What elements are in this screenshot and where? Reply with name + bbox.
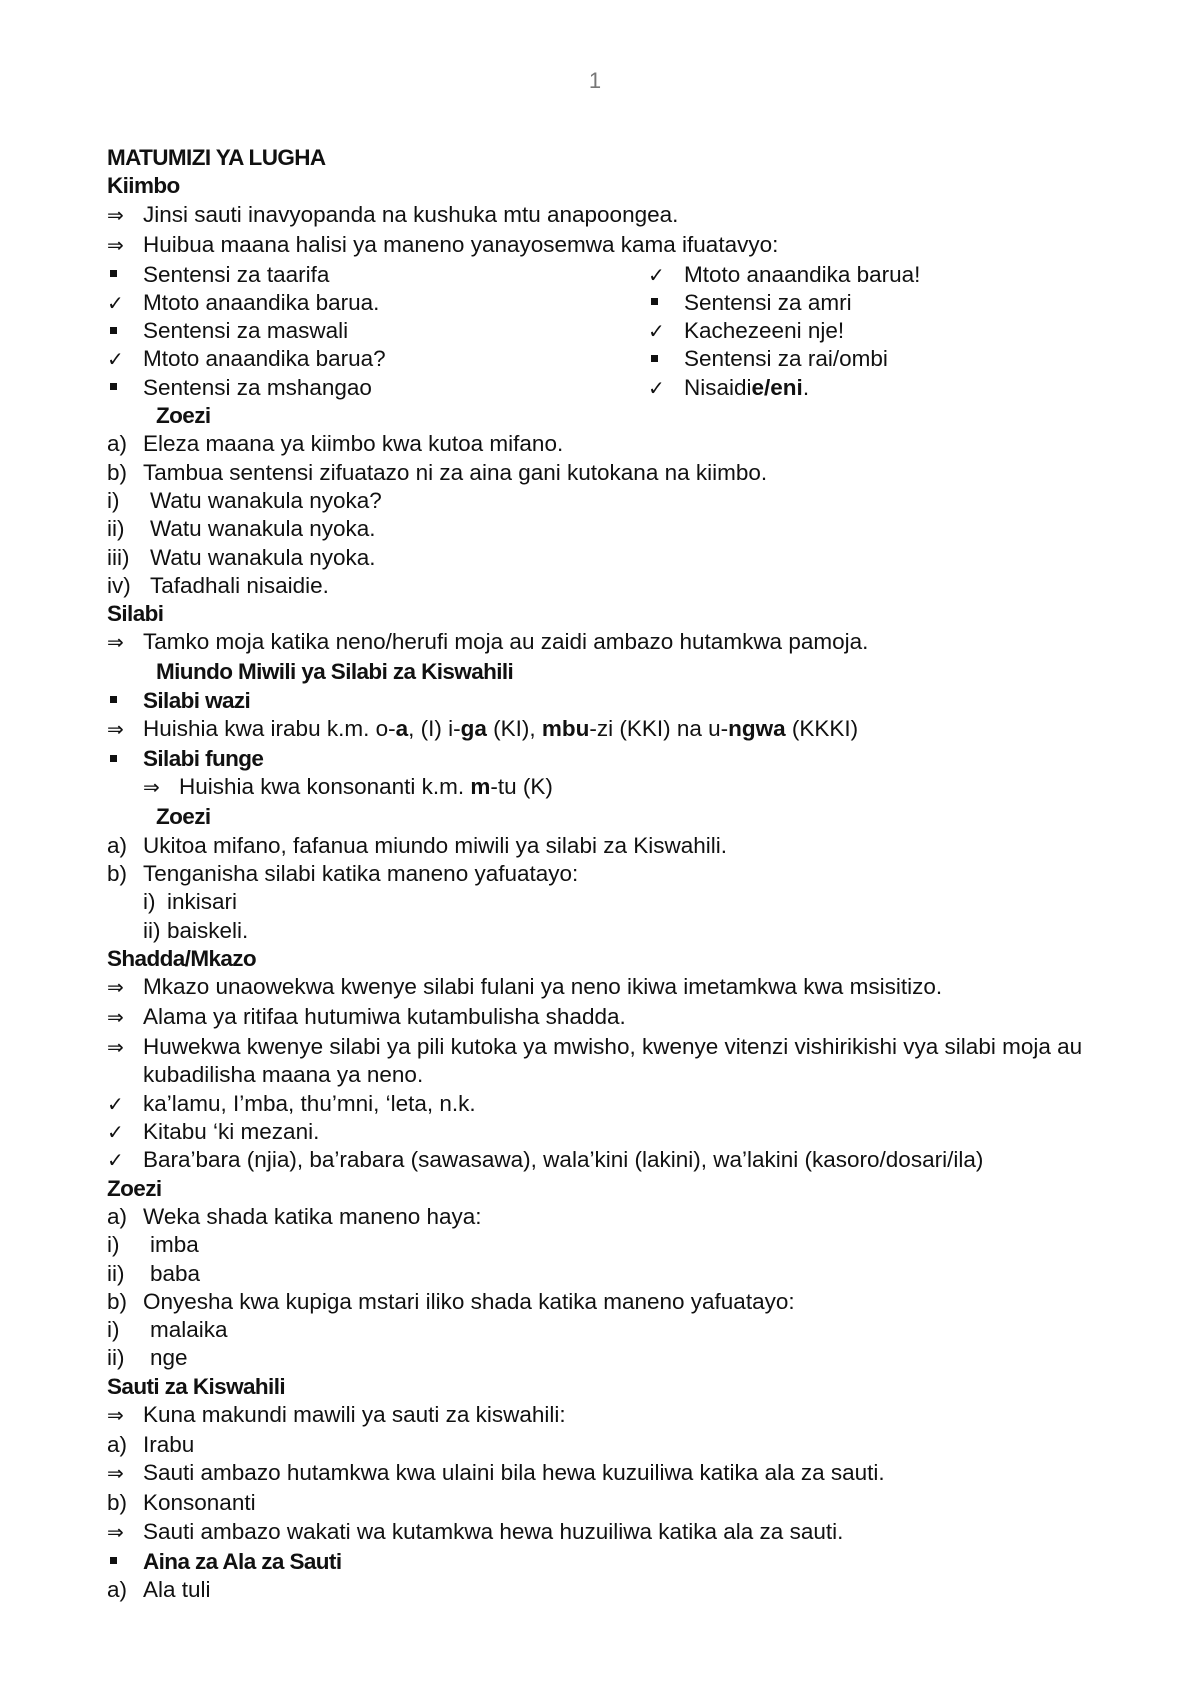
section-heading-sauti: Sauti za Kiswahili [107, 1373, 286, 1399]
silabi-funge-heading: Silabi funge [107, 745, 1117, 773]
shadda-example: ✓ Bara’bara (njia), ba’rabara (sawasawa), wala’kini (lakini), wa’lakini (kasoro/dosari/ila) [107, 1146, 1117, 1174]
exercise-subitem: ii) Watu wanakula nyoka. [107, 516, 376, 542]
arrow-icon: ⇒ [107, 975, 124, 1000]
arrow-icon: ⇒ [107, 1402, 124, 1427]
sauti-group-irabu: a) Irabu [107, 1431, 195, 1457]
arrow-icon: ⇒ [107, 717, 124, 742]
zoezi-heading: Zoezi [107, 1175, 162, 1201]
square-bullet-icon [107, 687, 141, 715]
kiimbo-row-4: ✓ Mtoto anaandika barua? Sentensi za rai/ombi [107, 345, 1117, 373]
arrow-icon: ⇒ [107, 1519, 124, 1544]
arrow-icon: ⇒ [107, 232, 124, 257]
silabi-definition: ⇒ Tamko moja katika neno/herufi moja au zaidi ambazo hutamkwa pamoja. [107, 628, 1117, 658]
sauti-definition: ⇒ Kuna makundi mawili ya sauti za kiswahili: [107, 1401, 1117, 1431]
shadda-example: ✓ Kitabu ‘ki mezani. [107, 1118, 1117, 1146]
section-heading-shadda: Shadda/Mkazo [107, 945, 257, 971]
irabu-definition: ⇒ Sauti ambazo hutamkwa kwa ulaini bila hewa kuzuiliwa katika ala za sauti. [107, 1459, 1117, 1489]
exercise-subitem: ii) baiskeli. [143, 917, 249, 943]
silabi-funge-definition: ⇒ Huishia kwa konsonanti k.m. m-tu (K) [107, 773, 1117, 803]
silabi-wazi-heading: Silabi wazi [107, 687, 1117, 715]
shadda-definition-1: ⇒ Mkazo unaowekwa kwenye silabi fulani ya neno ikiwa imetamkwa kwa msisitizo. [107, 973, 1117, 1003]
kiimbo-row-2: ✓ Mtoto anaandika barua. Sentensi za amri [107, 289, 1117, 317]
section-heading-kiimbo: Kiimbo [107, 173, 180, 199]
document-body [107, 144, 1117, 1604]
exercise-subitem: iv) Tafadhali nisaidie. [107, 572, 329, 598]
subheading-miundo: Miundo Miwili ya Silabi za Kiswahili [156, 659, 514, 685]
sauti-group-konsonanti: b) Konsonanti [107, 1490, 256, 1516]
ala-heading: Aina za Ala za Sauti [107, 1548, 1117, 1576]
shadda-example: ✓ ka’lamu, I’mba, thu’mni, ‘leta, n.k. [107, 1090, 1117, 1118]
zoezi-heading: Zoezi [156, 804, 211, 830]
square-bullet-icon [107, 261, 141, 289]
exercise-subitem: i) Watu wanakula nyoka? [107, 487, 382, 513]
shadda-definition-2: ⇒ Alama ya ritifaa hutumiwa kutambulisha shadda. [107, 1003, 1117, 1033]
kiimbo-definition-1: ⇒ Jinsi sauti inavyopanda na kushuka mtu anapoongea. [107, 201, 1117, 231]
checkmark-icon: ✓ [107, 347, 124, 372]
arrow-icon: ⇒ [107, 630, 124, 655]
konsonanti-definition: ⇒ Sauti ambazo wakati wa kutamkwa hewa huzuiliwa katika ala za sauti. [107, 1518, 1117, 1548]
kiimbo-definition-2: ⇒ Huibua maana halisi ya maneno yanayosemwa kama ifuatavyo: [107, 231, 1117, 261]
exercise-subitem: iii) Watu wanakula nyoka. [107, 544, 376, 570]
page-number: 1 [588, 68, 602, 93]
arrow-icon: ⇒ [107, 1005, 124, 1030]
checkmark-icon: ✓ [107, 1148, 124, 1173]
exercise-subitem: ii) nge [107, 1345, 188, 1371]
checkmark-icon: ✓ [107, 1120, 124, 1145]
kiimbo-row-5: Sentensi za mshangao ✓ Nisaidie/eni. [107, 374, 1117, 402]
arrow-icon: ⇒ [107, 1035, 124, 1060]
exercise-item: b) Tambua sentensi zifuatazo ni za aina gani kutokana na kiimbo. [107, 459, 768, 485]
square-bullet-icon [107, 374, 141, 402]
square-bullet-icon [648, 289, 682, 317]
shadda-definition-3: ⇒ Huwekwa kwenye silabi ya pili kutoka ya mwisho, kwenye vitenzi vishirikishi vya silabi moja au kubadilisha maana ya neno. [107, 1034, 1083, 1088]
exercise-subitem: i) malaika [107, 1317, 228, 1343]
square-bullet-icon [648, 345, 682, 373]
silabi-wazi-definition: ⇒ Huishia kwa irabu k.m. o-a, (I) i-ga (KI), mbu-zi (KKI) na u-ngwa (KKKI) [107, 715, 1117, 745]
zoezi-heading: Zoezi [156, 403, 211, 429]
exercise-item: b) Tenganisha silabi katika maneno yafuatayo: [107, 860, 579, 886]
exercise-subitem: ii) baba [107, 1260, 201, 1286]
arrow-icon: ⇒ [107, 1461, 124, 1486]
kiimbo-row-3: Sentensi za maswali ✓ Kachezeeni nje! [107, 317, 1117, 345]
checkmark-icon: ✓ [107, 290, 124, 315]
square-bullet-icon [107, 1548, 141, 1576]
ala-item: a) Ala tuli [107, 1576, 211, 1602]
checkmark-icon: ✓ [648, 319, 665, 344]
square-bullet-icon [107, 745, 141, 773]
kiimbo-row-1: Sentensi za taarifa ✓ Mtoto anaandika barua! [107, 261, 1117, 289]
arrow-icon: ⇒ [107, 202, 124, 227]
exercise-item: a) Ukitoa mifano, fafanua miundo miwili ya silabi za Kiswahili. [107, 832, 728, 858]
checkmark-icon: ✓ [648, 262, 665, 287]
section-heading-silabi: Silabi [107, 601, 164, 627]
square-bullet-icon [107, 317, 141, 345]
exercise-subitem: i) imba [107, 1232, 199, 1258]
exercise-item: b) Onyesha kwa kupiga mstari iliko shada katika maneno yafuatayo: [107, 1288, 795, 1314]
arrow-icon: ⇒ [143, 775, 160, 800]
checkmark-icon: ✓ [107, 1091, 124, 1116]
exercise-subitem: i) inkisari [143, 889, 238, 915]
document-title: MATUMIZI YA LUGHA [107, 145, 326, 170]
exercise-item: a) Eleza maana ya kiimbo kwa kutoa mifano. [107, 431, 564, 457]
exercise-item: a) Weka shada katika maneno haya: [107, 1203, 482, 1229]
checkmark-icon: ✓ [648, 375, 665, 400]
